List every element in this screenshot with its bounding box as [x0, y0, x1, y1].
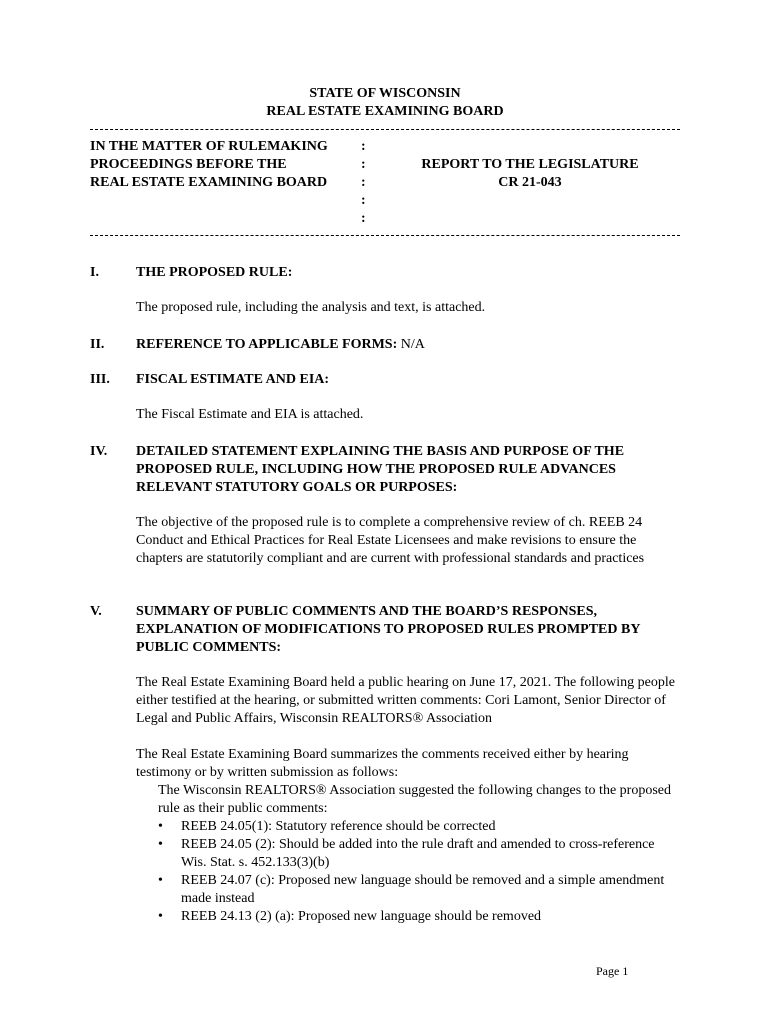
section-heading: FISCAL ESTIMATE AND EIA: [136, 372, 330, 387]
forms-label: REFERENCE TO APPLICABLE FORMS: [136, 337, 398, 352]
section-heading: THE PROPOSED RULE: [136, 265, 293, 280]
state-heading: STATE OF WISCONSIN [309, 86, 461, 101]
section-body: The Real Estate Examining Board held a public hearing on June 17, 2021. The following people either testified at the hearing, or submitted written comments: Cori Lamont, Senior Director of Legal and Public Affairs, Wisconsin REALTORS® Association [136, 675, 675, 726]
caption-colon: : [361, 139, 366, 154]
page-number: Page 1 [596, 964, 629, 978]
list-item-text: REEB 24.05(1): Statutory reference should be corrected [181, 819, 496, 834]
top-divider [90, 129, 680, 130]
list-item-text: REEB 24.07 (c): Proposed new language should be removed and a simple amendment made instead [181, 873, 665, 906]
board-heading: REAL ESTATE EXAMINING BOARD [266, 104, 504, 119]
bullet-icon: • [158, 819, 163, 834]
section-number: III. [90, 372, 110, 387]
section-body: The Real Estate Examining Board summarizes the comments received either by hearing testimony or by written submission as follows: [136, 747, 629, 780]
section-body: The proposed rule, including the analysis and text, is attached. [136, 300, 486, 315]
report-title: REPORT TO THE LEGISLATURE [421, 157, 639, 172]
section-number: V. [90, 604, 102, 619]
section-number: IV. [90, 444, 108, 459]
indented-paragraph: The Wisconsin REALTORS® Association suggested the following changes to the proposed rule as their public comments: [158, 783, 671, 816]
list-item-text: REEB 24.13 (2) (a): Proposed new language should be removed [181, 909, 542, 924]
section-heading: DETAILED STATEMENT EXPLAINING THE BASIS AND PURPOSE OF THE PROPOSED RULE, INCLUDING HOW THE PROPOSED RULE ADVANCES RELEVANT STATUTORY GOALS OR PURPOSES: [136, 444, 625, 495]
report-number: CR 21-043 [498, 175, 562, 190]
caption-colon: : [361, 193, 366, 208]
caption-colon: : [361, 175, 366, 190]
section-body: The objective of the proposed rule is to complete a comprehensive review of ch. REEB 24 Conduct and Ethical Practices for Real Estate Licensees and make revisions to ensure the chapters are statutorily compliant and are current with professional standards and practices [136, 515, 645, 566]
section-heading: SUMMARY OF PUBLIC COMMENTS AND THE BOARD’S RESPONSES, EXPLANATION OF MODIFICATIONS TO PROPOSED RULES PROMPTED BY PUBLIC COMMENTS: [136, 604, 640, 655]
list-item [158, 836, 678, 872]
bullet-icon: • [158, 873, 163, 888]
list-item [158, 818, 678, 836]
section-number: I. [90, 265, 99, 280]
caption-left-line-3: REAL ESTATE EXAMINING BOARD [90, 175, 328, 190]
bullet-icon: • [158, 837, 163, 852]
caption-colon: : [361, 157, 366, 172]
list-item [158, 872, 678, 908]
section-body: The Fiscal Estimate and EIA is attached. [136, 407, 364, 422]
list-item-text: REEB 24.05 (2): Should be added into the rule draft and amended to cross-reference Wis. Stat. s. 452.133(3)(b) [181, 837, 655, 870]
section-heading [136, 336, 681, 354]
bottom-divider [90, 235, 680, 236]
forms-value: N/A [397, 337, 425, 352]
caption-colon: : [361, 211, 366, 226]
list-item [158, 908, 678, 926]
comment-list [158, 818, 678, 926]
bullet-icon: • [158, 909, 163, 924]
section-number: II. [90, 337, 105, 352]
caption-left-line-1: IN THE MATTER OF RULEMAKING [90, 139, 328, 154]
caption-left-line-2: PROCEEDINGS BEFORE THE [90, 157, 287, 172]
